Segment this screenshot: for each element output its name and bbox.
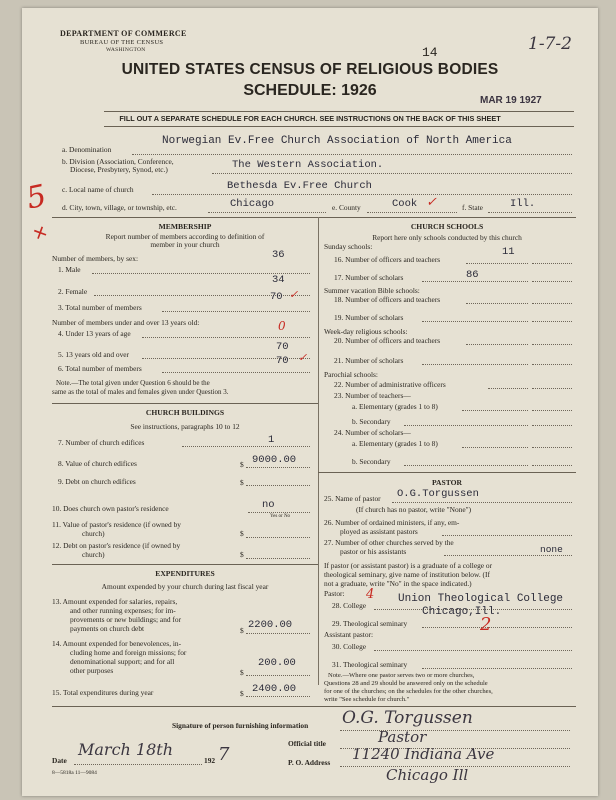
parochial-label: Parochial schools: <box>324 370 378 379</box>
q15-value[interactable]: 2400.00 <box>252 683 297 695</box>
q17-value[interactable]: 86 <box>466 269 479 281</box>
q14-label-1: 14. Amount expended for benevolences, in- <box>52 639 182 648</box>
pastor-note-2: Questions 28 and 29 should be answered only on the schedule <box>324 680 488 687</box>
q3-label: 3. Total number of members <box>58 303 142 312</box>
q3-check: ✓ <box>289 288 299 301</box>
q28-value[interactable]: Union Theological College <box>398 593 564 605</box>
q23a-label: a. Elementary (grades 1 to 8) <box>352 402 438 411</box>
q8-dollar: $ <box>240 460 244 469</box>
q13-label-2: and other running expenses; for im- <box>70 606 176 615</box>
q13-label-3: provements or new buildings; and for <box>70 615 182 624</box>
q4-label: 4. Under 13 years of age <box>58 329 131 338</box>
church-name-label: c. Local name of church <box>62 185 134 194</box>
graduate-note-1: If pastor (or assistant pastor) is a graduate of a college or <box>324 561 493 570</box>
county-check-mark: ✓ <box>426 195 437 210</box>
graduate-note-2: theological seminary, give name of institution below. (If <box>324 570 490 579</box>
q12-label: 12. Debt on pastor's residence (if owned by <box>52 541 181 550</box>
q12-dollar: $ <box>240 550 244 559</box>
q5-label: 5. 13 years old and over <box>58 350 130 359</box>
q12-label-2: church) <box>82 550 105 559</box>
q1-label: 1. Male <box>58 265 81 274</box>
q9-dollar: $ <box>240 478 244 487</box>
q16-value[interactable]: 11 <box>502 246 515 258</box>
q11-label: 11. Value of pastor's residence (if owned by <box>52 520 181 529</box>
q24-label: 24. Number of scholars— <box>334 428 411 437</box>
census-schedule-page <box>22 8 598 796</box>
q6-check: ✓ <box>298 351 308 364</box>
membership-note-1: Note.—The total given under Question 6 should be the <box>56 379 210 387</box>
q5-value[interactable]: 70 <box>276 341 289 353</box>
pastor-heading: PASTOR <box>431 478 463 487</box>
q25-value[interactable]: O.G.Torgussen <box>397 488 479 500</box>
q10-hint: Yes or No <box>270 514 291 519</box>
q15-dollar: $ <box>240 689 244 698</box>
q26-label-1: 26. Number of ordained ministers, if any, em- <box>324 518 460 527</box>
q25-label: 25. Name of pastor <box>324 494 381 503</box>
q15-label: 15. Total expenditures during year <box>52 688 154 697</box>
assistant-sub-label: Assistant pastor: <box>324 630 374 639</box>
county-value[interactable]: Cook <box>392 198 418 210</box>
graduate-note-3: not a graduate, write "No" in the space indicated.) <box>324 579 472 588</box>
q14-label-2: cluding home and foreign missions; for <box>70 648 187 657</box>
pastor-note-4: write "See schedule for church." <box>324 696 410 703</box>
weekday-label: Week-day religious schools: <box>324 327 408 336</box>
q14-label-4: other purposes <box>70 666 114 675</box>
date-year-handwritten[interactable]: 7 <box>218 744 230 765</box>
q29-value[interactable]: Chicago,Ill. <box>422 606 502 618</box>
q14-value[interactable]: 200.00 <box>258 657 296 669</box>
q6-value[interactable]: 70 <box>276 355 289 367</box>
form-instruction: FILL OUT A SEPARATE SCHEDULE FOR EACH CHURCH. SEE INSTRUCTIONS ON THE BACK OF THIS SHEET <box>119 114 501 123</box>
q26-label-2: ployed as assistant pastors <box>340 527 418 536</box>
membership-intro-1: Report number of members according to definition of <box>105 232 265 241</box>
buildings-intro: See instructions, paragraphs 10 to 12 <box>130 422 240 431</box>
form-subtitle: SCHEDULE: 1926 <box>243 82 377 99</box>
q23-label: 23. Number of teachers— <box>334 391 411 400</box>
church-name-value[interactable]: Bethesda Ev.Free Church <box>227 180 372 192</box>
po-address-value-2[interactable]: Chicago Ill <box>386 766 469 784</box>
pastor-note-1: Note.—Where one pastor serves two or more churches, <box>328 672 475 679</box>
q22-label: 22. Number of administrative officers <box>334 380 446 389</box>
q27-label-2: pastor or his assistants <box>340 547 407 556</box>
q14-dollar: $ <box>240 668 244 677</box>
q2-value[interactable]: 34 <box>272 274 285 286</box>
expenditures-intro: Amount expended by your church during last fiscal year <box>101 582 269 591</box>
county-label: e. County <box>332 203 361 212</box>
q30-label: 30. College <box>332 642 367 651</box>
signature-value[interactable]: O.G. Torgussen <box>342 708 473 728</box>
po-address-value[interactable]: 11240 Indiana Ave <box>352 745 495 763</box>
red-4-mark: 4 <box>366 587 375 602</box>
q27-label-1: 27. Number of other churches served by the <box>324 538 454 547</box>
division-label: b. Division (Association, Conference, <box>62 157 174 166</box>
pastor-note-3: for one of the churches; on the schedules for the other churches, <box>324 688 493 695</box>
denomination-value[interactable]: Norwegian Ev.Free Church Association of North America <box>162 135 512 147</box>
signature-label: Signature of person furnishing information <box>172 721 309 730</box>
red-margin-plus: + <box>28 217 53 247</box>
q19-label: 19. Number of scholars <box>334 313 404 322</box>
expenditures-heading: EXPENDITURES <box>155 569 215 578</box>
city-value[interactable]: Chicago <box>230 198 275 210</box>
q8-label: 8. Value of church edifices <box>58 459 137 468</box>
by-sex-label: Number of members, by sex: <box>52 254 138 263</box>
state-label: f. State <box>462 203 483 212</box>
sunday-label: Sunday schools: <box>324 242 373 251</box>
membership-intro-2: member in your church <box>150 240 220 249</box>
summer-label: Summer vacation Bible schools: <box>324 286 420 295</box>
q28-label: 28. College <box>332 601 367 610</box>
city-label: WASHINGTON <box>106 47 146 53</box>
date-label: Date <box>52 756 67 765</box>
red-2-mark: 2 <box>480 614 492 635</box>
q8-value[interactable]: 9000.00 <box>252 454 297 466</box>
buildings-heading: CHURCH BUILDINGS <box>145 408 225 417</box>
q4-value[interactable]: 0 <box>278 319 286 333</box>
division-label-2: Diocese, Presbytery, Synod, etc.) <box>70 165 168 174</box>
q27-value[interactable]: none <box>540 544 563 555</box>
q13-label-1: 13. Amount expended for salaries, repairs, <box>52 597 178 606</box>
q13-dollar: $ <box>240 626 244 635</box>
q11-label-2: church) <box>82 529 105 538</box>
stamp-number: 14 <box>422 45 438 60</box>
q25-hint: (If church has no pastor, write "None") <box>356 505 472 514</box>
po-address-label: P. O. Address <box>288 758 331 767</box>
q13-label-4: payments on church debt <box>70 624 145 633</box>
q7-label: 7. Number of church edifices <box>58 438 145 447</box>
q3-value[interactable]: 70 <box>270 291 283 303</box>
department-label: DEPARTMENT OF COMMERCE <box>60 29 187 38</box>
q1-value[interactable]: 36 <box>272 249 285 261</box>
city-field-label: d. City, town, village, or township, etc. <box>62 203 177 212</box>
q14-label-3: denominational support; and for all <box>70 657 175 666</box>
state-value[interactable]: Ill. <box>510 198 536 210</box>
q9-label: 9. Debt on church edifices <box>58 477 136 486</box>
q23b-label: b. Secondary <box>352 417 391 426</box>
schools-heading: CHURCH SCHOOLS <box>410 222 484 231</box>
q16-label: 16. Number of officers and teachers <box>334 255 441 264</box>
q10-value[interactable]: no <box>262 499 275 511</box>
date-value[interactable]: March 18th <box>78 740 174 759</box>
division-value[interactable]: The Western Association. <box>232 159 384 171</box>
denomination-label: a. Denomination <box>62 145 112 154</box>
q20-label: 20. Number of officers and teachers <box>334 336 441 345</box>
bureau-label: BUREAU OF THE CENSUS <box>80 39 164 46</box>
official-title-label: Official title <box>288 739 326 748</box>
schools-intro: Report here only schools conducted by this church <box>372 233 522 242</box>
print-code: 8—5818a 11—9084 <box>52 770 97 776</box>
membership-heading: MEMBERSHIP <box>158 222 212 231</box>
date-year-printed: 192 <box>204 756 216 765</box>
q11-dollar: $ <box>240 529 244 538</box>
age-intro: Number of members under and over 13 years old: <box>52 318 200 327</box>
membership-note-2: same as the total of males and females given under Question 3. <box>52 388 229 396</box>
q13-value[interactable]: 2200.00 <box>248 619 293 631</box>
q29-label: 29. Theological seminary <box>332 619 408 628</box>
q7-value[interactable]: 1 <box>268 434 275 446</box>
q6-label: 6. Total number of members <box>58 364 142 373</box>
pastor-sub-label: Pastor: <box>324 589 345 598</box>
corner-note: 1-7-2 <box>528 34 572 54</box>
date-received-stamp: MAR 19 1927 <box>480 95 542 106</box>
official-title-value[interactable]: Pastor <box>378 728 427 746</box>
form-title: UNITED STATES CENSUS OF RELIGIOUS BODIES <box>121 61 499 78</box>
q31-label: 31. Theological seminary <box>332 660 408 669</box>
red-margin-number: 5 <box>23 178 50 217</box>
q17-label: 17. Number of scholars <box>334 273 404 282</box>
q24b-label: b. Secondary <box>352 457 391 466</box>
q10-label: 10. Does church own pastor's residence <box>52 504 169 513</box>
q2-label: 2. Female <box>58 287 88 296</box>
q21-label: 21. Number of scholars <box>334 356 404 365</box>
q18-label: 18. Number of officers and teachers <box>334 295 441 304</box>
q24a-label: a. Elementary (grades 1 to 8) <box>352 439 438 448</box>
